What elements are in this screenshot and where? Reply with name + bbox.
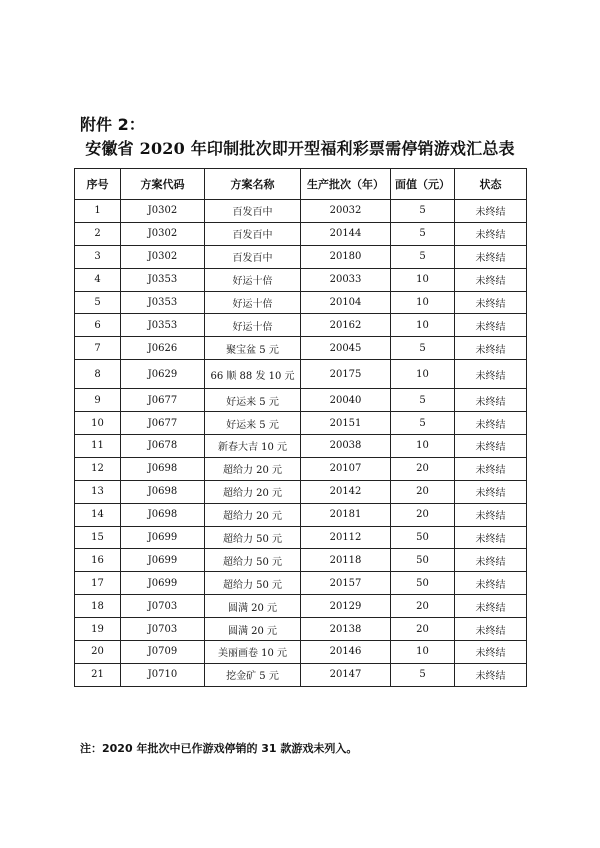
cell-code: J0302 xyxy=(121,245,205,268)
cell-face-value: 5 xyxy=(391,200,455,223)
cell-status: 未终结 xyxy=(455,503,527,526)
cell-face-value: 10 xyxy=(391,435,455,458)
cell-index: 10 xyxy=(75,412,121,435)
cell-code: J0353 xyxy=(121,291,205,314)
cell-face-value: 10 xyxy=(391,641,455,664)
cell-index: 13 xyxy=(75,480,121,503)
cell-code: J0699 xyxy=(121,549,205,572)
attachment-label: 附件 2： xyxy=(80,115,145,134)
cell-code: J0698 xyxy=(121,503,205,526)
cell-name: 百发百中 xyxy=(205,200,301,223)
cell-status: 未终结 xyxy=(455,314,527,337)
cell-index: 6 xyxy=(75,314,121,337)
cell-batch: 20045 xyxy=(301,337,391,360)
cell-name: 66 顺 88 发 10 元 xyxy=(205,360,301,389)
cell-code: J0698 xyxy=(121,480,205,503)
summary-table xyxy=(74,168,527,687)
cell-name: 好运来 5 元 xyxy=(205,389,301,412)
cell-batch: 20040 xyxy=(301,389,391,412)
cell-batch: 20107 xyxy=(301,457,391,480)
cell-index: 7 xyxy=(75,337,121,360)
cell-face-value: 5 xyxy=(391,337,455,360)
cell-name: 百发百中 xyxy=(205,245,301,268)
cell-index: 4 xyxy=(75,268,121,291)
table-row xyxy=(75,480,527,503)
cell-name: 超给力 50 元 xyxy=(205,572,301,595)
cell-face-value: 20 xyxy=(391,480,455,503)
header-face-value: 面值（元） xyxy=(391,169,455,200)
cell-batch: 20112 xyxy=(301,526,391,549)
cell-index: 2 xyxy=(75,222,121,245)
cell-status: 未终结 xyxy=(455,457,527,480)
cell-status: 未终结 xyxy=(455,526,527,549)
cell-batch: 20151 xyxy=(301,412,391,435)
cell-batch: 20181 xyxy=(301,503,391,526)
cell-face-value: 20 xyxy=(391,618,455,641)
cell-name: 好运十倍 xyxy=(205,314,301,337)
cell-index: 14 xyxy=(75,503,121,526)
cell-batch: 20146 xyxy=(301,641,391,664)
cell-name: 百发百中 xyxy=(205,222,301,245)
cell-code: J0353 xyxy=(121,314,205,337)
cell-status: 未终结 xyxy=(455,268,527,291)
cell-status: 未终结 xyxy=(455,435,527,458)
table-row xyxy=(75,618,527,641)
cell-code: J0703 xyxy=(121,595,205,618)
cell-face-value: 10 xyxy=(391,291,455,314)
cell-code: J0709 xyxy=(121,641,205,664)
cell-batch: 20157 xyxy=(301,572,391,595)
cell-batch: 20142 xyxy=(301,480,391,503)
table-row xyxy=(75,389,527,412)
cell-code: J0626 xyxy=(121,337,205,360)
cell-status: 未终结 xyxy=(455,200,527,223)
table-row xyxy=(75,572,527,595)
cell-status: 未终结 xyxy=(455,549,527,572)
cell-name: 新春大吉 10 元 xyxy=(205,435,301,458)
cell-batch: 20038 xyxy=(301,435,391,458)
cell-face-value: 50 xyxy=(391,526,455,549)
cell-code: J0677 xyxy=(121,412,205,435)
cell-index: 19 xyxy=(75,618,121,641)
cell-status: 未终结 xyxy=(455,291,527,314)
cell-batch: 20129 xyxy=(301,595,391,618)
cell-status: 未终结 xyxy=(455,663,527,686)
table-row xyxy=(75,641,527,664)
cell-status: 未终结 xyxy=(455,337,527,360)
table-row xyxy=(75,245,527,268)
cell-batch: 20162 xyxy=(301,314,391,337)
cell-index: 16 xyxy=(75,549,121,572)
cell-status: 未终结 xyxy=(455,572,527,595)
cell-batch: 20033 xyxy=(301,268,391,291)
cell-index: 20 xyxy=(75,641,121,664)
table-row xyxy=(75,595,527,618)
header-index: 序号 xyxy=(75,169,121,200)
cell-face-value: 5 xyxy=(391,412,455,435)
table-row xyxy=(75,663,527,686)
cell-face-value: 10 xyxy=(391,314,455,337)
cell-batch: 20175 xyxy=(301,360,391,389)
cell-batch: 20118 xyxy=(301,549,391,572)
cell-code: J0353 xyxy=(121,268,205,291)
cell-index: 5 xyxy=(75,291,121,314)
header-batch: 生产批次（年） xyxy=(301,169,391,200)
table-row xyxy=(75,503,527,526)
cell-face-value: 20 xyxy=(391,503,455,526)
cell-index: 8 xyxy=(75,360,121,389)
cell-code: J0710 xyxy=(121,663,205,686)
table-row xyxy=(75,360,527,389)
cell-code: J0699 xyxy=(121,526,205,549)
cell-index: 3 xyxy=(75,245,121,268)
cell-face-value: 10 xyxy=(391,268,455,291)
cell-face-value: 20 xyxy=(391,457,455,480)
cell-status: 未终结 xyxy=(455,360,527,389)
cell-code: J0302 xyxy=(121,200,205,223)
cell-batch: 20032 xyxy=(301,200,391,223)
cell-name: 圆满 20 元 xyxy=(205,595,301,618)
cell-index: 21 xyxy=(75,663,121,686)
cell-face-value: 5 xyxy=(391,389,455,412)
cell-code: J0678 xyxy=(121,435,205,458)
cell-face-value: 5 xyxy=(391,663,455,686)
cell-name: 超给力 20 元 xyxy=(205,480,301,503)
cell-name: 挖金矿 5 元 xyxy=(205,663,301,686)
table-row xyxy=(75,268,527,291)
cell-name: 超给力 50 元 xyxy=(205,526,301,549)
cell-name: 好运来 5 元 xyxy=(205,412,301,435)
cell-code: J0699 xyxy=(121,572,205,595)
cell-name: 超给力 50 元 xyxy=(205,549,301,572)
cell-index: 15 xyxy=(75,526,121,549)
cell-index: 18 xyxy=(75,595,121,618)
cell-code: J0703 xyxy=(121,618,205,641)
cell-name: 好运十倍 xyxy=(205,291,301,314)
cell-name: 聚宝盆 5 元 xyxy=(205,337,301,360)
header-code: 方案代码 xyxy=(121,169,205,200)
cell-face-value: 10 xyxy=(391,360,455,389)
cell-index: 11 xyxy=(75,435,121,458)
cell-code: J0302 xyxy=(121,222,205,245)
table-row xyxy=(75,337,527,360)
cell-status: 未终结 xyxy=(455,618,527,641)
cell-face-value: 5 xyxy=(391,245,455,268)
table-header-row xyxy=(75,169,527,200)
cell-code: J0698 xyxy=(121,457,205,480)
cell-index: 1 xyxy=(75,200,121,223)
cell-index: 9 xyxy=(75,389,121,412)
cell-name: 美丽画卷 10 元 xyxy=(205,641,301,664)
cell-batch: 20147 xyxy=(301,663,391,686)
cell-name: 超给力 20 元 xyxy=(205,503,301,526)
cell-status: 未终结 xyxy=(455,641,527,664)
table-body xyxy=(75,200,527,687)
footnote: 注：2020 年批次中已作游戏停销的 31 款游戏未列入。 xyxy=(80,742,358,755)
cell-name: 圆满 20 元 xyxy=(205,618,301,641)
cell-batch: 20104 xyxy=(301,291,391,314)
cell-code: J0677 xyxy=(121,389,205,412)
cell-face-value: 50 xyxy=(391,549,455,572)
cell-name: 好运十倍 xyxy=(205,268,301,291)
table-row xyxy=(75,435,527,458)
table-row xyxy=(75,291,527,314)
cell-status: 未终结 xyxy=(455,595,527,618)
table-row xyxy=(75,314,527,337)
table-row xyxy=(75,457,527,480)
table-row xyxy=(75,526,527,549)
cell-name: 超给力 20 元 xyxy=(205,457,301,480)
table-row xyxy=(75,222,527,245)
cell-status: 未终结 xyxy=(455,222,527,245)
cell-status: 未终结 xyxy=(455,389,527,412)
cell-status: 未终结 xyxy=(455,412,527,435)
cell-face-value: 20 xyxy=(391,595,455,618)
cell-index: 17 xyxy=(75,572,121,595)
header-status: 状态 xyxy=(455,169,527,200)
cell-index: 12 xyxy=(75,457,121,480)
cell-batch: 20138 xyxy=(301,618,391,641)
cell-face-value: 50 xyxy=(391,572,455,595)
cell-code: J0629 xyxy=(121,360,205,389)
cell-status: 未终结 xyxy=(455,245,527,268)
header-name: 方案名称 xyxy=(205,169,301,200)
document-title: 安徽省 2020 年印制批次即开型福利彩票需停销游戏汇总表 xyxy=(85,139,515,158)
cell-batch: 20144 xyxy=(301,222,391,245)
cell-face-value: 5 xyxy=(391,222,455,245)
table-row xyxy=(75,200,527,223)
table-row xyxy=(75,549,527,572)
cell-status: 未终结 xyxy=(455,480,527,503)
cell-batch: 20180 xyxy=(301,245,391,268)
table-row xyxy=(75,412,527,435)
